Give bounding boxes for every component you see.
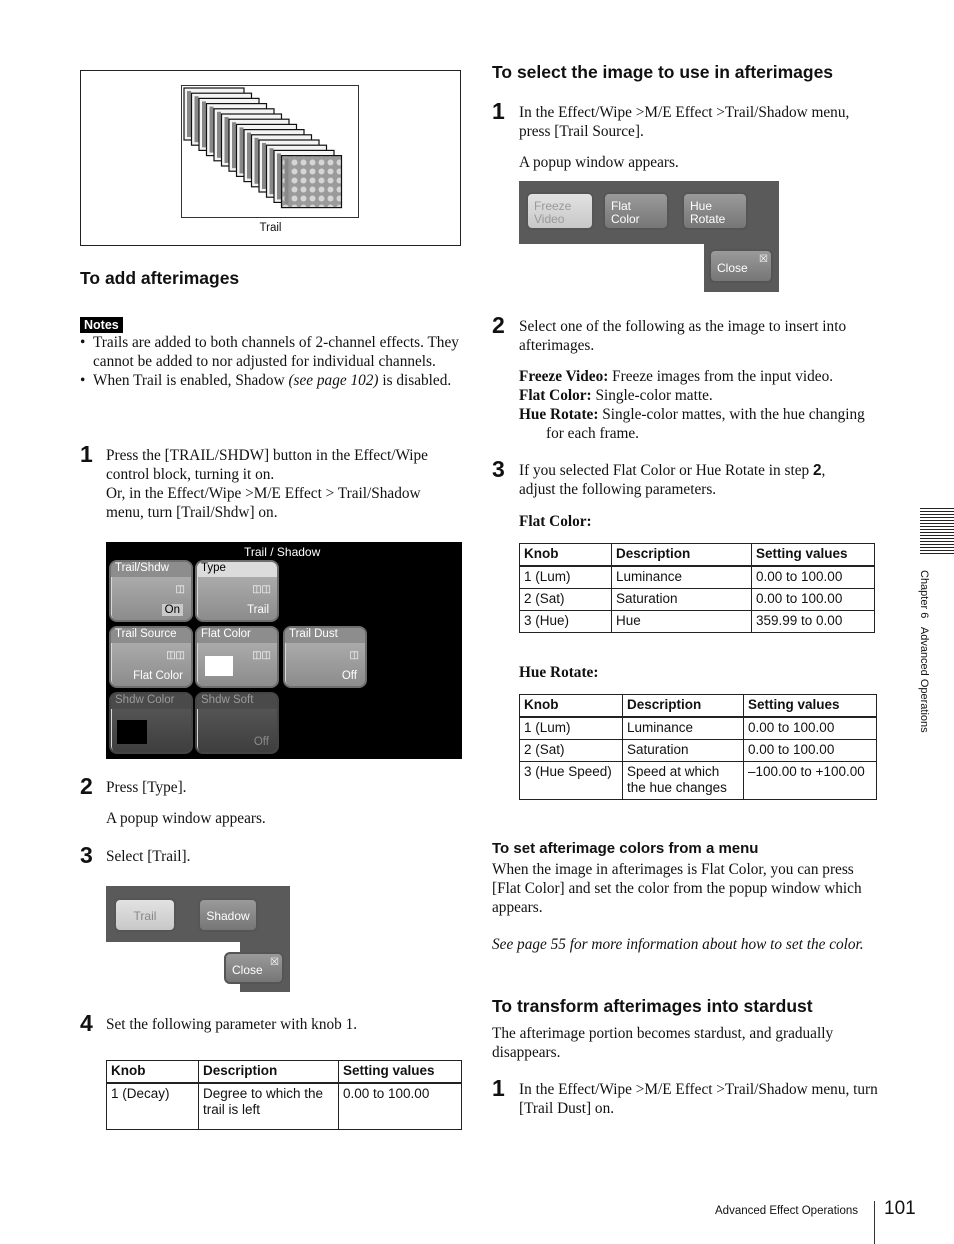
- type-button[interactable]: [195, 560, 279, 622]
- close-icon: ☒: [759, 254, 768, 265]
- button-label: Trail Dust: [285, 628, 365, 643]
- trail-frame-edge: [217, 112, 221, 158]
- shdw-soft-button[interactable]: [195, 692, 279, 754]
- close-label: Close: [717, 261, 748, 275]
- notes-list: [80, 333, 464, 390]
- note-text: When Trail is enabled, Shadow: [93, 372, 289, 389]
- trail-frame-edge: [240, 127, 244, 173]
- page-number: 101: [884, 1198, 916, 1219]
- table-cell: 359.99 to 0.00: [752, 611, 875, 633]
- button-value: Trail: [247, 604, 269, 616]
- step-text: Set the following parameter with knob 1.: [106, 1016, 358, 1033]
- step-text: In the Effect/Wipe >M/E Effect >Trail/Shadow menu, turn [Trail Dust] on.: [519, 1081, 878, 1117]
- button-value: Flat Color: [133, 670, 183, 682]
- column-header: Setting values: [752, 544, 875, 567]
- table-row: [107, 1083, 462, 1129]
- color-swatch: [205, 656, 233, 676]
- select-image-heading: To select the image to use in afterimages: [492, 62, 834, 82]
- definition-list: [519, 367, 879, 443]
- trail-frame: [282, 156, 342, 208]
- table-cell: 0.00 to 100.00: [752, 566, 875, 589]
- knob-icon: ◫◫: [166, 650, 185, 661]
- table-cell: Luminance: [623, 717, 744, 740]
- table-row: [520, 611, 875, 633]
- table-row: [520, 740, 877, 762]
- table-cell: 1 (Decay): [107, 1083, 199, 1129]
- table-row: [520, 717, 877, 740]
- definition-desc: Freeze images from the input video.: [608, 368, 834, 385]
- table-cell: 0.00 to 100.00: [339, 1083, 462, 1129]
- trail-frame-edge: [195, 96, 199, 142]
- flat-color-option-button[interactable]: Flat Color: [603, 192, 669, 230]
- button-value: On: [162, 604, 183, 616]
- step-subtext: A popup window appears.: [519, 154, 679, 171]
- button-label: Shdw Color: [111, 694, 191, 709]
- column-header: Setting values: [339, 1061, 462, 1084]
- definition-term: Flat Color:: [519, 387, 592, 404]
- note-text: Trails are added to both channels of 2-channel effects. They cannot be added to nor adjusted for individual channels.: [93, 334, 459, 370]
- table-cell: 3 (Hue Speed): [520, 762, 623, 800]
- trail-frame-edge: [202, 101, 206, 147]
- stardust-paragraph: The afterimage portion becomes stardust, and gradually disappears.: [492, 1025, 834, 1061]
- button-value: Off: [253, 736, 269, 748]
- hue-rotate-option-button[interactable]: Hue Rotate: [682, 192, 748, 230]
- table-cell: Hue: [612, 611, 752, 633]
- button-label: Shdw Soft: [197, 694, 277, 709]
- definition-item: [519, 367, 879, 386]
- button-label: Trail/Shdw: [111, 562, 191, 577]
- table-cell: Degree to which the trail is left: [199, 1083, 339, 1129]
- table-cell: Saturation: [612, 589, 752, 611]
- menu-title: Trail / Shadow: [244, 545, 321, 559]
- decay-parameter-table: [106, 1060, 462, 1130]
- knob-icon: ◫: [175, 584, 185, 595]
- knob-icon: ◫◫: [252, 650, 271, 661]
- trail-frame-edge: [277, 153, 281, 199]
- trail-figure: [80, 70, 461, 246]
- column-header: Knob: [520, 695, 623, 718]
- definition-desc: Single-color matte.: [591, 387, 713, 404]
- note-text: is disabled.: [378, 372, 452, 389]
- step-line: Press the [TRAIL/SHDW] button in the Effect/Wipe control block, turning it on.: [106, 447, 428, 483]
- trail-frame-edge: [187, 91, 191, 137]
- button-label: Trail Source: [111, 628, 191, 643]
- colors-heading: To set afterimage colors from a menu: [492, 840, 759, 857]
- close-button[interactable]: [709, 249, 773, 283]
- column-header: Description: [199, 1061, 339, 1084]
- table-row: [520, 762, 877, 800]
- definition-term: Freeze Video:: [519, 368, 609, 385]
- step-number: 3: [80, 842, 93, 868]
- trail-source-button[interactable]: [109, 626, 193, 688]
- table-cell: 1 (Lum): [520, 566, 612, 589]
- trail-frame-edge: [255, 138, 259, 184]
- notes-badge: Notes: [80, 317, 123, 333]
- table-cell: 2 (Sat): [520, 740, 623, 762]
- table-header-row: [107, 1061, 462, 1084]
- definition-item: [519, 405, 879, 443]
- figure-caption: Trail: [259, 222, 282, 234]
- column-header: Setting values: [744, 695, 877, 718]
- colors-paragraph: When the image in afterimages is Flat Color, you can press [Flat Color] and set the color from the popup window which appears.: [492, 861, 862, 916]
- step-line: , adjust the following parameters.: [519, 462, 826, 498]
- table-header-row: [520, 695, 877, 718]
- stardust-heading: To transform afterimages into stardust: [492, 996, 813, 1016]
- step-number: 2: [492, 312, 505, 338]
- hue-rotate-table: [519, 694, 877, 800]
- freeze-video-option-button[interactable]: Freeze Video: [526, 192, 594, 230]
- column-header: Description: [612, 544, 752, 567]
- add-afterimages-heading: To add afterimages: [80, 268, 240, 288]
- step-text: Press [Type].: [106, 779, 187, 796]
- step-line: Or, in the Effect/Wipe >M/E Effect > Trail/Shadow menu, turn [Trail/Shdw] on.: [106, 485, 421, 521]
- button-label: Type: [197, 562, 277, 577]
- step-text: Select [Trail].: [106, 848, 191, 865]
- chapter-tab-marks: [920, 508, 954, 556]
- step-number: 4: [80, 1010, 93, 1036]
- hue-rotate-label: Hue Rotate:: [519, 664, 599, 681]
- column-header: Knob: [520, 544, 612, 567]
- step-number: 1: [492, 1075, 505, 1101]
- close-icon: ☒: [270, 957, 279, 968]
- trail-frame-edge: [225, 117, 229, 163]
- table-cell: 0.00 to 100.00: [744, 740, 877, 762]
- column-header: Knob: [107, 1061, 199, 1084]
- step-text: Select one of the following as the image to insert into afterimages.: [519, 318, 847, 354]
- table-cell: Speed at which the hue changes: [623, 762, 744, 800]
- color-swatch: [117, 720, 147, 744]
- note-item: • When Trail is enabled, Shadow (see page 102) is disabled.: [80, 372, 452, 389]
- flat-color-label: Flat Color:: [519, 513, 592, 530]
- column-header: Description: [623, 695, 744, 718]
- trail-shadow-menu: [106, 542, 462, 759]
- trail-frame-edge: [232, 122, 236, 168]
- step-text: [519, 461, 864, 499]
- step-number: 3: [492, 456, 505, 482]
- step-number: 1: [80, 441, 93, 467]
- step-subtext: A popup window appears.: [106, 810, 266, 827]
- trail-frame-edge: [247, 133, 251, 179]
- step-number: 1: [492, 98, 505, 124]
- definition-item: [519, 386, 879, 405]
- flat-color-table: [519, 543, 875, 633]
- button-label: Flat Color: [197, 628, 277, 643]
- knob-icon: ◫◫: [252, 584, 271, 595]
- trail-shdw-button[interactable]: [109, 560, 193, 622]
- close-label: Close: [232, 963, 263, 977]
- table-cell: Saturation: [623, 740, 744, 762]
- trail-frame-edge: [210, 107, 214, 153]
- chapter-side-label: Chapter 6 Advanced Operations: [918, 570, 930, 733]
- table-cell: 1 (Lum): [520, 717, 623, 740]
- table-row: [520, 566, 875, 589]
- table-row: [520, 589, 875, 611]
- table-cell: 3 (Hue): [520, 611, 612, 633]
- type-popup: [106, 886, 290, 992]
- knob-icon: ◫: [349, 650, 359, 661]
- note-item: • Trails are added to both channels of 2-channel effects. They cannot be added to nor adjusted for individual channels.: [80, 334, 459, 370]
- table-cell: 0.00 to 100.00: [752, 589, 875, 611]
- shadow-option-button[interactable]: Shadow: [198, 898, 258, 932]
- trail-dust-button[interactable]: [283, 626, 367, 688]
- table-cell: –100.00 to +100.00: [744, 762, 877, 800]
- trail-source-popup: [519, 181, 779, 292]
- definition-term: Hue Rotate:: [519, 406, 599, 423]
- trail-frame-edge: [285, 159, 289, 205]
- trail-illustration: [181, 85, 359, 218]
- button-value: Off: [341, 670, 357, 682]
- table-header-row: [520, 544, 875, 567]
- step-text: In the Effect/Wipe >M/E Effect >Trail/Shadow menu, press [Trail Source].: [519, 104, 850, 140]
- table-cell: 2 (Sat): [520, 589, 612, 611]
- footer-section: Advanced Effect Operations: [715, 1205, 858, 1217]
- close-button[interactable]: [224, 952, 284, 984]
- table-cell: 0.00 to 100.00: [744, 717, 877, 740]
- footer-divider: [874, 1201, 875, 1244]
- step-number: 2: [80, 773, 93, 799]
- page-reference-link[interactable]: (see page 102): [288, 372, 379, 389]
- definition-desc: Single-color mattes, with the hue changing for each frame.: [546, 406, 865, 442]
- flat-color-button[interactable]: [195, 626, 279, 688]
- colors-reference[interactable]: See page 55 for more information about how to set the color.: [492, 936, 864, 953]
- step-text: [106, 446, 461, 522]
- trail-frames-graphic: [182, 86, 358, 217]
- step-reference: 2: [812, 462, 822, 479]
- trail-frame-edge: [270, 148, 274, 194]
- trail-frame-edge: [262, 143, 266, 189]
- step-line: If you selected Flat Color or Hue Rotate in step: [519, 462, 813, 479]
- table-cell: Luminance: [612, 566, 752, 589]
- trail-option-button[interactable]: Trail: [114, 898, 176, 932]
- shdw-color-button[interactable]: [109, 692, 193, 754]
